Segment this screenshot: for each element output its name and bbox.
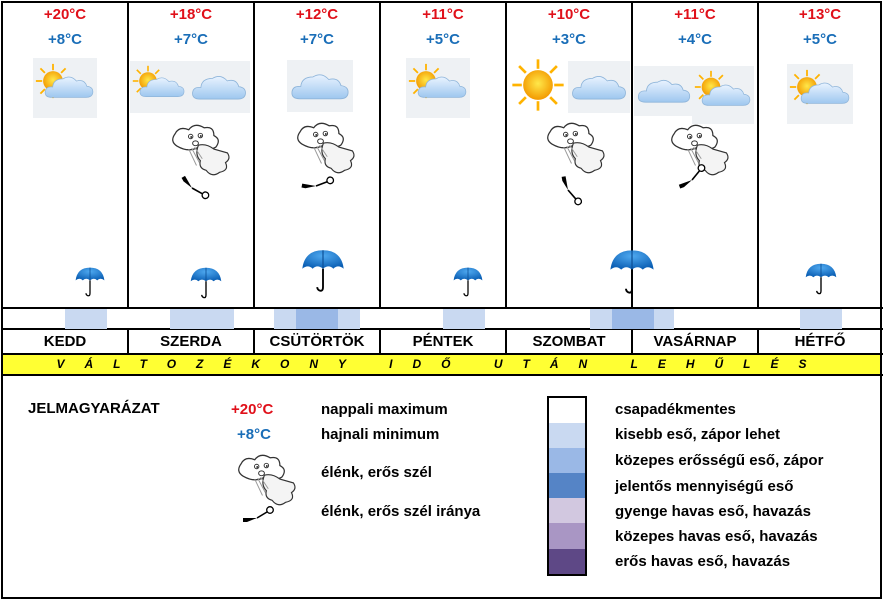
precip-bar bbox=[338, 309, 360, 329]
day-name: SZERDA bbox=[160, 333, 222, 350]
day-name: HÉTFŐ bbox=[794, 333, 846, 350]
wind-direction-icon bbox=[548, 170, 588, 210]
sun-icon bbox=[508, 58, 568, 112]
precip-swatch bbox=[549, 523, 585, 548]
precip-bar bbox=[443, 309, 485, 329]
wind-direction-icon bbox=[296, 166, 336, 206]
max-temp: +20°C bbox=[43, 6, 87, 23]
precip-label: jelentős mennyiségű eső bbox=[615, 478, 794, 495]
precip-bar bbox=[590, 309, 612, 329]
legend-max-label: nappali maximum bbox=[321, 401, 448, 418]
precip-bar bbox=[170, 309, 234, 329]
precip-swatch bbox=[549, 473, 585, 498]
partly-sunny-icon bbox=[406, 58, 470, 118]
day-column bbox=[255, 0, 379, 60]
max-temp: +18°C bbox=[169, 6, 213, 23]
precip-label: gyenge havas eső, havazás bbox=[615, 503, 811, 520]
precip-scale bbox=[547, 396, 587, 576]
precip-bar bbox=[612, 309, 654, 329]
legend-wind-label: élénk, erős szél bbox=[321, 464, 432, 481]
umbrella-icon bbox=[804, 262, 838, 296]
partly-sunny-icon bbox=[33, 58, 97, 118]
divider bbox=[1, 307, 883, 309]
forecast-banner bbox=[3, 355, 880, 374]
day-column bbox=[507, 0, 631, 60]
precip-label: csapadékmentes bbox=[615, 401, 736, 418]
cloud-icon bbox=[287, 60, 353, 112]
precip-bar bbox=[654, 309, 674, 329]
day-name: CSÜTÖRTÖK bbox=[269, 333, 365, 350]
precip-label: közepes havas eső, havazás bbox=[615, 528, 818, 545]
precip-label: kisebb eső, zápor lehet bbox=[615, 426, 781, 443]
partly-sunny-icon bbox=[130, 61, 188, 113]
precip-bar bbox=[800, 309, 842, 329]
umbrella-icon bbox=[300, 248, 346, 294]
precip-swatch bbox=[549, 448, 585, 473]
precip-label: közepes erősségű eső, zápor bbox=[615, 452, 824, 469]
day-column bbox=[633, 0, 757, 60]
cloud-icon bbox=[188, 61, 250, 113]
umbrella-icon bbox=[608, 248, 656, 296]
precip-swatch bbox=[549, 423, 585, 448]
day-column bbox=[129, 0, 253, 60]
precip-bar bbox=[274, 309, 296, 329]
legend-min-sample: +8°C bbox=[237, 426, 271, 443]
partly-sunny-icon bbox=[692, 66, 754, 124]
legend-max-sample: +20°C bbox=[231, 401, 274, 418]
min-temp: +5°C bbox=[803, 31, 837, 48]
precip-swatch bbox=[549, 549, 585, 574]
divider bbox=[1, 328, 883, 330]
day-name: PÉNTEK bbox=[412, 333, 474, 350]
legend-wind-dir-label: élénk, erős szél iránya bbox=[321, 503, 481, 520]
wind-direction-icon bbox=[672, 160, 712, 200]
partly-sunny-icon bbox=[787, 64, 853, 124]
precip-bar bbox=[65, 309, 107, 329]
precip-bar bbox=[296, 309, 338, 329]
cloud-icon bbox=[568, 61, 630, 113]
max-temp: +11°C bbox=[674, 6, 716, 23]
max-temp: +11°C bbox=[422, 6, 464, 23]
min-temp: +5°C bbox=[426, 31, 460, 48]
umbrella-icon bbox=[74, 266, 106, 298]
day-name: VASÁRNAP bbox=[653, 333, 737, 350]
day-name: KEDD bbox=[43, 333, 87, 350]
day-name: SZOMBAT bbox=[532, 333, 606, 350]
wind-direction-icon bbox=[172, 168, 212, 208]
min-temp: +4°C bbox=[678, 31, 712, 48]
min-temp: +7°C bbox=[174, 31, 208, 48]
legend-title: JELMAGYARÁZAT bbox=[28, 400, 160, 417]
min-temp: +3°C bbox=[552, 31, 586, 48]
umbrella-icon bbox=[189, 266, 223, 300]
max-temp: +12°C bbox=[295, 6, 339, 23]
divider bbox=[1, 374, 883, 376]
cloud-icon bbox=[634, 66, 694, 116]
precip-label: erős havas eső, havazás bbox=[615, 553, 791, 570]
max-temp: +10°C bbox=[547, 6, 591, 23]
min-temp: +7°C bbox=[300, 31, 334, 48]
precip-swatch bbox=[549, 398, 585, 423]
wind-direction-icon bbox=[236, 498, 278, 538]
max-temp: +13°C bbox=[798, 6, 842, 23]
min-temp: +8°C bbox=[48, 31, 82, 48]
umbrella-icon bbox=[452, 266, 484, 298]
day-column bbox=[759, 0, 881, 60]
legend-min-label: hajnali minimum bbox=[321, 426, 440, 443]
banner-text: VÁLTOZÉKONY IDŐ UTÁN LEHŰLÉS bbox=[56, 357, 827, 371]
precip-swatch bbox=[549, 498, 585, 523]
day-column bbox=[3, 0, 127, 60]
day-column bbox=[381, 0, 505, 60]
